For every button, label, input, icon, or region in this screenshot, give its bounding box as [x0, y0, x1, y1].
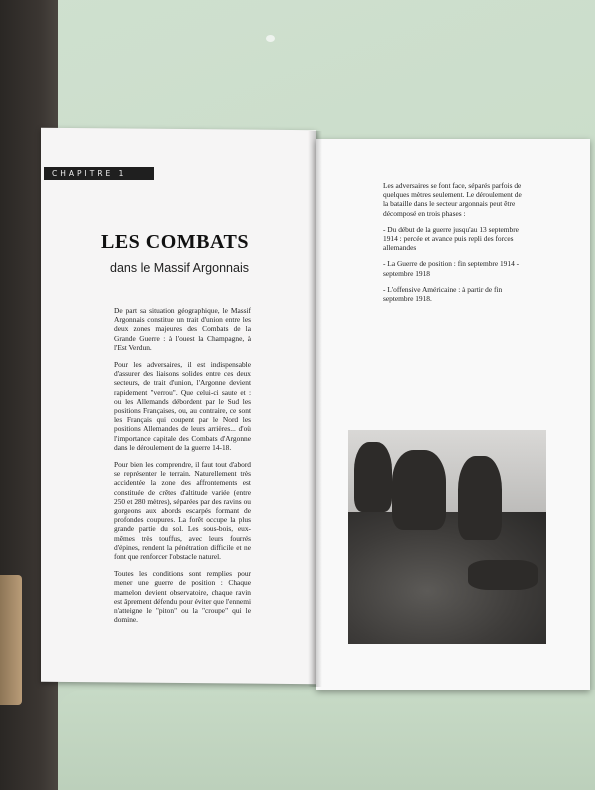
soldier-figure	[458, 456, 502, 540]
left-body-text	[114, 306, 251, 633]
cutting-mat	[58, 690, 595, 790]
right-body-text	[383, 181, 523, 310]
book-spine	[0, 575, 22, 705]
page-subtitle: dans le Massif Argonnais	[110, 261, 249, 275]
paragraph: Les adversaires se font face, séparés parfois de quelques mètres seulement. Le déroulement de la bataille dans le secteur argonnais peut être décomposé en trois phases :	[383, 181, 522, 218]
paragraph: Pour les adversaires, il est indispensable d'assurer des liaisons solides entre ces deux secteurs, de trait d'union, l'Argonne devient rapidement "verrou". Que celui-ci saute et : ou les Allemands débordent par le Sud les positions Françaises, ou, au contraire, ce sont les Français qui coupent par le Nord les positions Allemandes de leurs arrières... d'où l'importance capitale des Combats d'Argonne dans le déroulement de la guerre 14-18.	[114, 360, 251, 452]
paragraph: - Du début de la guerre jusqu'au 13 septembre 1914 : percée et avance puis repli des forces allemandes	[383, 224, 519, 253]
soldier-figure	[354, 442, 392, 512]
paragraph: - La Guerre de position : fin septembre 1914 - septembre 1918	[383, 259, 520, 278]
paragraph: Pour bien les comprendre, il faut tout d'abord se représenter le terrain. Naturellement très accidentée la zone des affrontements est constituée de crêtes d'altitude variée (entre 250 et 280 mètres), séparées par des ravins ou gorgeons aux abords escarpés formant de profondes coupures. La forêt occupe la plus grande partie du sol. Les sous-bois, eux-mêmes très touffus, avec leurs fourrés d'épines, rendent la pénétration difficile et ne font que renforcer l'obstacle naturel.	[114, 460, 251, 562]
soldier-figure	[392, 450, 446, 530]
war-photograph	[348, 430, 546, 644]
chapter-label: CHAPITRE 1	[44, 167, 154, 180]
paragraph: - L'offensive Américaine : à partir de fin septembre 1918.	[383, 284, 503, 304]
paragraph: De part sa situation géographique, le Massif Argonnais constitue un trait d'union entre les deux zones majeures des Combats de la Grande Guerre : à l'ouest la Champagne, à l'Est Verdun.	[114, 306, 251, 352]
paper-speck	[266, 35, 275, 42]
paragraph: Toutes les conditions sont remplies pour mener une guerre de position : Chaque mamelon devient observatoire, chaque ravin est âprement défendu pour éviter que l'ennemi n'atteigne le "piton" ou la "croupe" qui le domine.	[114, 569, 251, 625]
page-title: LES COMBATS	[101, 231, 249, 253]
fallen-soldier-figure	[468, 560, 538, 590]
page-fold	[308, 131, 322, 687]
